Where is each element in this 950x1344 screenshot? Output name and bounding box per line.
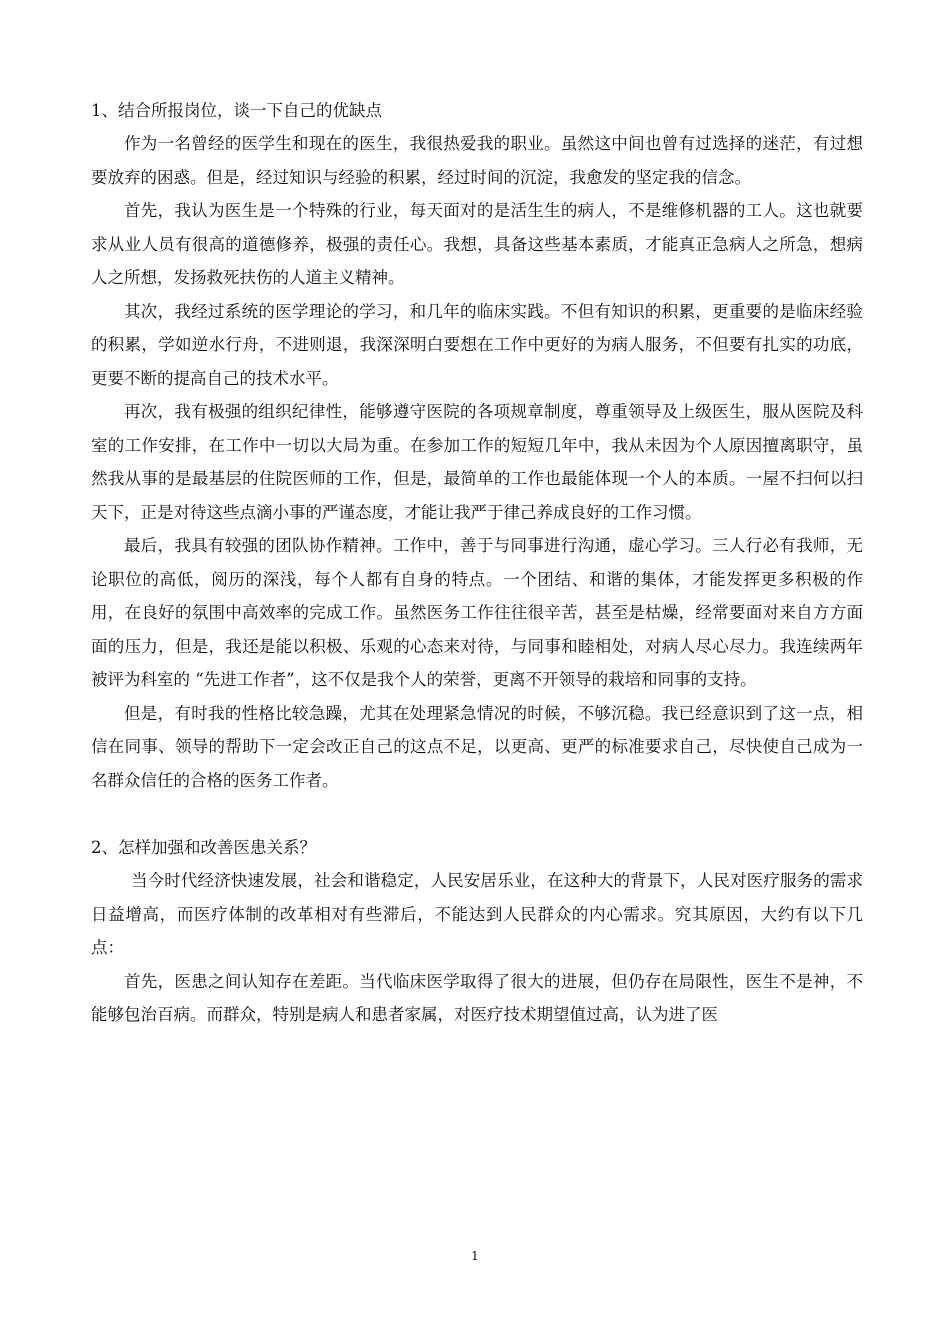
section-2-paragraph-2: 首先，医患之间认知存在差距。当代临床医学取得了很大的进展，但仍存在局限性，医生不是神，不能够包治百病。而群众，特别是病人和患者家属，对医疗技术期望值过高，认为进了医 xyxy=(91,971,863,1024)
section-1-heading: 1、结合所报岗位，谈一下自己的优缺点 xyxy=(91,101,382,120)
section-1-paragraph-1: 作为一名曾经的医学生和现在的医生，我很热爱我的职业。虽然这中间也曾有过选择的迷茫，有过想要放弃的困惑。但是，经过知识与经验的积累，经过时间的沉淀，我愈发的坚定我的信念。 xyxy=(91,134,863,187)
page-number: 1 xyxy=(471,1249,479,1263)
section-1-paragraph-5: 最后，我具有较强的团队协作精神。工作中，善于与同事进行沟通，虚心学习。三人行必有我师，无论职位的高低，阅历的深浅，每个人都有自身的特点。一个团结、和谐的集体，才能发挥更多积极的作用，在良好的氛围中高效率的完成工作。虽然医务工作往往很辛苦，甚至是枯燥，经常要面对来自方方面面的压力，但是，我还是能以积极、乐观的心态来对待，与同事和睦相处，对病人尽心尽力。我连续两年被评为科室的 “先进工作者”，这不仅是我个人的荣誉，更离不开领导的栽培和同事的支持。 xyxy=(91,536,863,689)
document-body xyxy=(91,94,863,1032)
section-1-paragraph-2: 首先，我认为医生是一个特殊的行业，每天面对的是活生生的病人，不是维修机器的工人。这也就要求从业人员有很高的道德修养，极强的责任心。我想，具备这些基本素质，才能真正急病人之所急，想病人之所想，发扬救死扶伤的人道主义精神。 xyxy=(91,201,863,287)
section-2-heading: 2、怎样加强和改善医患关系？ xyxy=(91,838,316,857)
section-1-paragraph-4: 再次，我有极强的组织纪律性，能够遵守医院的各项规章制度，尊重领导及上级医生，服从医院及科室的工作安排，在工作中一切以大局为重。在参加工作的短短几年中，我从未因为个人原因擅离职守，虽然我从事的是最基层的住院医师的工作，但是，最简单的工作也最能体现一个人的本质。一屋不扫何以扫天下，正是对待这些点滴小事的严谨态度，才能让我严于律己养成良好的工作习惯。 xyxy=(91,402,863,522)
section-2-paragraph-1: 当今时代经济快速发展，社会和谐稳定，人民安居乐业，在这种大的背景下，人民对医疗服务的需求日益增高，而医疗体制的改革相对有些滞后，不能达到人民群众的内心需求。究其原因，大约有以下几点： xyxy=(91,871,863,957)
section-1-paragraph-3: 其次，我经过系统的医学理论的学习，和几年的临床实践。不但有知识的积累，更重要的是临床经验的积累，学如逆水行舟，不进则退，我深深明白要想在工作中更好的为病人服务，不但要有扎实的功底，更要不断的提高自己的技术水平。 xyxy=(91,301,863,388)
section-spacer xyxy=(91,797,863,831)
section-1-paragraph-6: 但是，有时我的性格比较急躁，尤其在处理紧急情况的时候，不够沉稳。我已经意识到了这一点，相信在同事、领导的帮助下一定会改正自己的这点不足，以更高、更严的标准要求自己，尽快使自己成为一名群众信任的合格的医务工作者。 xyxy=(91,703,863,790)
